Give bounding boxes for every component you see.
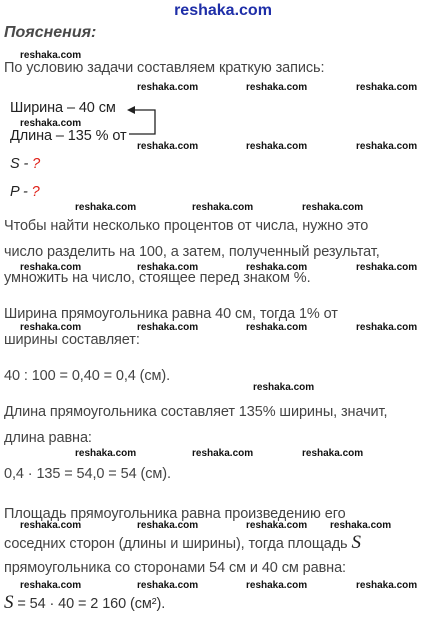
equation-3-text: = 54 · 40 = 2 160 (см²). bbox=[13, 596, 166, 612]
width-line: Ширина – 40 см bbox=[10, 100, 116, 116]
paragraph-1-line-2: число разделить на 100, а затем, полученный результат, bbox=[4, 244, 380, 260]
watermark: reshaka.com bbox=[253, 382, 315, 393]
watermark: reshaka.com bbox=[137, 520, 199, 531]
area-symbol: S bbox=[4, 592, 14, 613]
watermark: reshaka.com bbox=[246, 520, 308, 531]
watermark: reshaka.com bbox=[246, 141, 308, 152]
watermark: reshaka.com bbox=[20, 118, 82, 129]
watermark: reshaka.com bbox=[302, 202, 364, 213]
paragraph-4-line-3: прямоугольника со сторонами 54 см и 40 см равна: bbox=[4, 560, 346, 576]
watermark: reshaka.com bbox=[192, 202, 254, 213]
watermark: reshaka.com bbox=[246, 322, 308, 333]
watermark: reshaka.com bbox=[356, 141, 418, 152]
explanation-heading: Пояснения: bbox=[4, 24, 97, 41]
watermark: reshaka.com bbox=[137, 580, 199, 591]
watermark: reshaka.com bbox=[137, 322, 199, 333]
paragraph-1-line-3: умножить на число, стоящее перед знаком %. bbox=[4, 270, 311, 286]
site-title: reshaka.com bbox=[174, 2, 272, 19]
perimeter-unknown bbox=[10, 184, 40, 200]
watermark: reshaka.com bbox=[20, 322, 82, 333]
paragraph-3-line-1: Длина прямоугольника составляет 135% ширины, значит, bbox=[4, 404, 388, 420]
watermark: reshaka.com bbox=[192, 448, 254, 459]
watermark: reshaka.com bbox=[75, 202, 137, 213]
paragraph-4-line-2 bbox=[4, 532, 361, 554]
perimeter-label: P - bbox=[10, 184, 28, 200]
watermark: reshaka.com bbox=[356, 322, 418, 333]
watermark: reshaka.com bbox=[246, 82, 308, 93]
paragraph-4-line-2-text: соседних сторон (длины и ширины), тогда площадь bbox=[4, 536, 348, 552]
watermark: reshaka.com bbox=[356, 82, 418, 93]
paragraph-3-line-2: длина равна: bbox=[4, 430, 92, 446]
equation-2: 0,4 · 135 = 54,0 = 54 (см). bbox=[4, 466, 171, 482]
watermark: reshaka.com bbox=[356, 580, 418, 591]
watermark: reshaka.com bbox=[20, 520, 82, 531]
paragraph-1-line-1: Чтобы найти несколько процентов от числа, нужно это bbox=[4, 218, 369, 234]
watermark: reshaka.com bbox=[20, 50, 82, 61]
watermark: reshaka.com bbox=[302, 448, 364, 459]
paragraph-4-line-1: Площадь прямоугольника равна произведению его bbox=[4, 506, 346, 522]
area-question: ? bbox=[32, 156, 41, 172]
paragraph-2-line-2: ширины составляет: bbox=[4, 332, 140, 348]
intro-text: По условию задачи составляем краткую запись: bbox=[4, 60, 325, 76]
perimeter-question: ? bbox=[31, 184, 40, 200]
watermark: reshaka.com bbox=[137, 262, 199, 273]
equation-3 bbox=[4, 592, 165, 614]
watermark: reshaka.com bbox=[20, 262, 82, 273]
length-line: Длина – 135 % от bbox=[10, 128, 127, 144]
area-unknown bbox=[10, 156, 40, 172]
watermark: reshaka.com bbox=[137, 141, 199, 152]
area-label: S - bbox=[10, 156, 29, 172]
watermark: reshaka.com bbox=[20, 580, 82, 591]
area-variable: S bbox=[351, 532, 361, 553]
watermark: reshaka.com bbox=[356, 262, 418, 273]
watermark: reshaka.com bbox=[246, 262, 308, 273]
reference-arrow bbox=[125, 100, 165, 140]
paragraph-2-line-1: Ширина прямоугольника равна 40 см, тогда 1% от bbox=[4, 306, 338, 322]
equation-1: 40 : 100 = 0,40 = 0,4 (см). bbox=[4, 368, 171, 384]
watermark: reshaka.com bbox=[330, 520, 392, 531]
watermark: reshaka.com bbox=[246, 580, 308, 591]
watermark: reshaka.com bbox=[75, 448, 137, 459]
watermark: reshaka.com bbox=[137, 82, 199, 93]
